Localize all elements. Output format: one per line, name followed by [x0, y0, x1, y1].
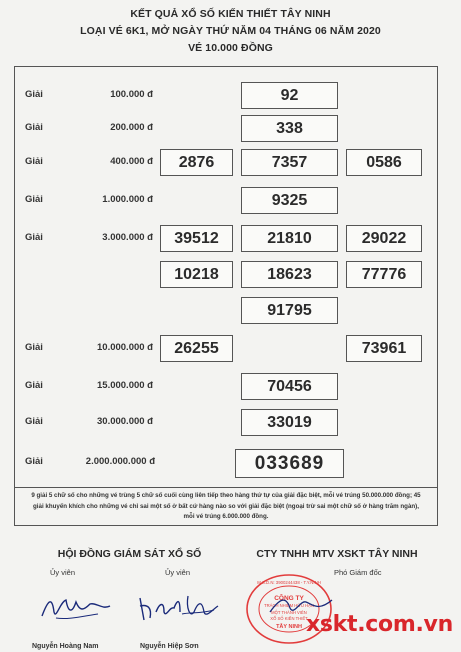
- prize-label: Giải: [25, 342, 43, 353]
- winning-number: 7357: [241, 149, 338, 176]
- prize-amount: 100.000 đ: [110, 89, 153, 100]
- prize-row: [15, 371, 437, 403]
- svg-text:TÂY NINH: TÂY NINH: [276, 624, 302, 630]
- prize-row-continued: [15, 295, 437, 327]
- member-role: Ủy viên: [50, 568, 76, 577]
- prize-row: [15, 147, 437, 179]
- prize-label: Giải: [25, 456, 43, 467]
- watermark-logo: xskt.com.vn: [306, 612, 453, 637]
- prize-amount: 400.000 đ: [110, 156, 153, 167]
- prize-amount: 10.000.000 đ: [97, 342, 153, 353]
- winning-number: 91795: [241, 297, 338, 324]
- member-name: Nguyễn Hiệp Sơn: [140, 643, 199, 650]
- winning-number: 338: [241, 115, 338, 142]
- prize-label: Giải: [25, 194, 43, 205]
- council-title: HỘI ĐỒNG GIÁM SÁT XỔ SỐ: [57, 548, 202, 560]
- svg-text:TRÁCH NHIỆM HỮU HẠN: TRÁCH NHIỆM HỮU HẠN: [264, 603, 314, 608]
- special-winning-number: 033689: [235, 449, 344, 478]
- winning-number: 21810: [241, 225, 338, 252]
- winning-number: 39512: [160, 225, 233, 252]
- prize-note: 9 giải 5 chữ số cho những vé trùng 5 chữ số cuối cùng liên tiếp theo hàng thứ tự của giải đặc biệt, mỗi vé trúng 50.000.000 đồng; 45 giải khuyến khích cho những vé chỉ sai một số ở bất cứ hàng nào so với giải đặc biệt (ngoại trừ sai một chữ số ở hàng trăm ngàn), mỗi vé trúng 6.000.000 đồng.: [14, 488, 438, 526]
- prize-row-continued: [15, 259, 437, 291]
- prize-label: Giải: [25, 89, 43, 100]
- winning-number: 29022: [346, 225, 422, 252]
- svg-text:MỘT THÀNH VIÊN: MỘT THÀNH VIÊN: [271, 610, 307, 615]
- prize-amount: 15.000.000 đ: [97, 380, 153, 391]
- prize-row: [15, 185, 437, 217]
- prize-amount: 3.000.000 đ: [102, 232, 153, 243]
- signature-middle-image: [134, 588, 224, 626]
- winning-number: 2876: [160, 149, 233, 176]
- prize-label: Giải: [25, 156, 43, 167]
- prize-label: Giải: [25, 232, 43, 243]
- prize-row: [15, 113, 437, 145]
- prize-label: Giải: [25, 380, 43, 391]
- prize-amount: 2.000.000.000 đ: [85, 456, 155, 467]
- prize-row: [15, 407, 437, 439]
- member-name: Nguyễn Hoàng Nam: [32, 643, 99, 650]
- svg-text:CÔNG TY: CÔNG TY: [274, 595, 304, 602]
- winning-number: 26255: [160, 335, 233, 362]
- prize-amount: 1.000.000 đ: [102, 194, 153, 205]
- company-title: CTY TNHH MTV XSKT TÂY NINH: [256, 548, 418, 560]
- winning-number: 10218: [160, 261, 233, 288]
- prize-amount: 30.000.000 đ: [97, 416, 153, 427]
- prize-row: [15, 333, 437, 365]
- winning-number: 9325: [241, 187, 338, 214]
- winning-number: 33019: [241, 409, 338, 436]
- results-table: [14, 66, 438, 488]
- prize-label: Giải: [25, 416, 43, 427]
- prize-amount: 200.000 đ: [110, 122, 153, 133]
- member-role: Ủy viên: [165, 568, 191, 577]
- winning-number: 18623: [241, 261, 338, 288]
- prize-row: [15, 223, 437, 255]
- prize-row: [15, 80, 437, 112]
- winning-number: 0586: [346, 149, 422, 176]
- subtitle-line: LOẠI VÉ 6K1, MỞ NGÀY THỨ NĂM 04 THÁNG 06 NĂM 2020: [80, 25, 381, 37]
- signature-left-image: [38, 590, 114, 626]
- ticket-price-line: VÉ 10.000 ĐỒNG: [188, 42, 273, 54]
- winning-number: 92: [241, 82, 338, 109]
- title-line: KẾT QUẢ XỔ SỐ KIẾN THIẾT TÂY NINH: [130, 8, 331, 20]
- director-role: Phó Giám đốc: [334, 568, 382, 577]
- winning-number: 77776: [346, 261, 422, 288]
- winning-number: 73961: [346, 335, 422, 362]
- svg-text:M.S.D.N: 3900244438 - T.Y.NINH: M.S.D.N: 3900244438 - T.Y.NINH: [257, 580, 321, 585]
- prize-label: Giải: [25, 122, 43, 133]
- document-header: [0, 6, 461, 57]
- svg-text:XỔ SỐ KIẾN THIẾT: XỔ SỐ KIẾN THIẾT: [270, 616, 308, 621]
- winning-number: 70456: [241, 373, 338, 400]
- special-prize-row: [15, 447, 437, 479]
